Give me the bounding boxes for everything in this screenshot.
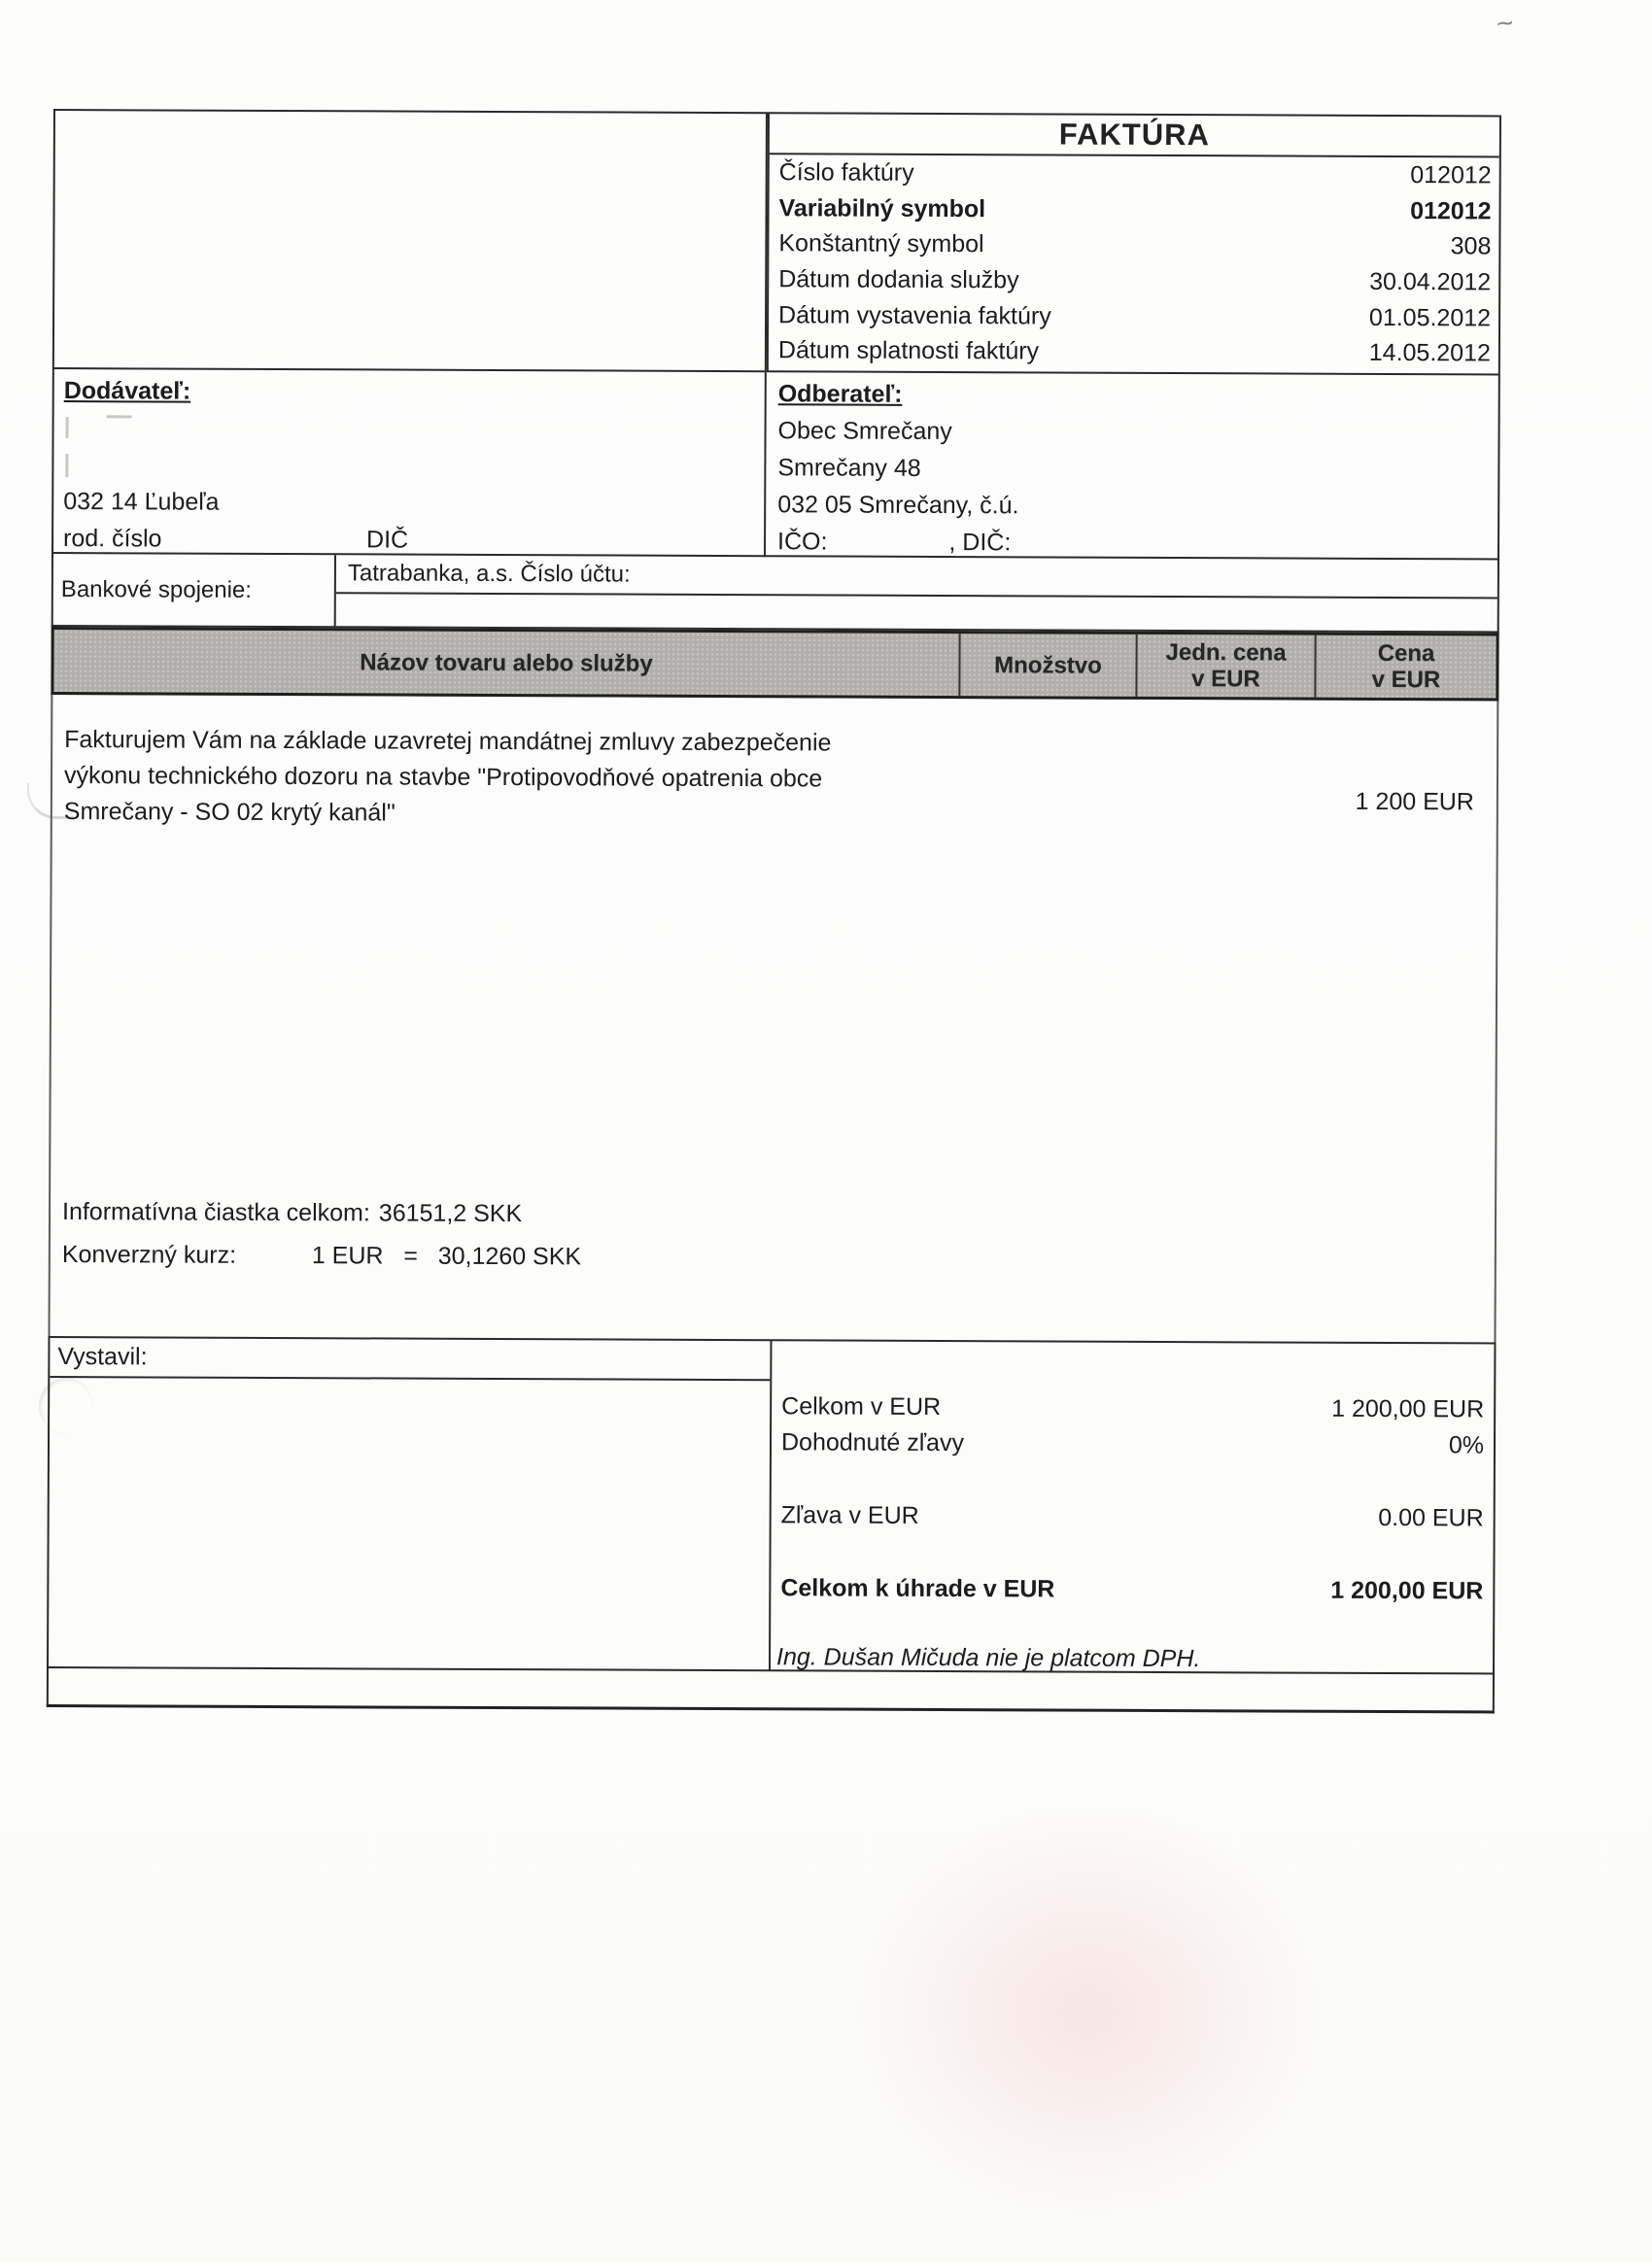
- items-table-header: [51, 627, 1498, 702]
- conversion-rate-label: Konverzný kurz:: [61, 1241, 237, 1269]
- column-header-quantity: Množstvo: [958, 634, 1135, 697]
- total-label: Celkom v EUR: [781, 1392, 942, 1421]
- column-header-unit-price: Jedn. cena v EUR: [1135, 634, 1314, 698]
- customer-dic-label: , DIČ:: [948, 529, 1012, 557]
- item-description: Fakturujem Vám na základe uzavretej mandátnej zmluvy zabezpečenie výkonu technického dozoru na stavbe "Protipovodňové opatrenia obce Smrečany - SO 02 krytý kanál": [63, 726, 832, 827]
- informative-total-line: [62, 1198, 522, 1228]
- redacted-supplier-name: [63, 409, 754, 486]
- header-row-invoice-number: [770, 154, 1499, 193]
- header-value: 14.05.2012: [1368, 339, 1491, 367]
- invoice-document: [47, 109, 1501, 1713]
- header-label: Dátum vystavenia faktúry: [778, 300, 1051, 329]
- issued-by-box: [47, 1336, 772, 1671]
- header-row-delivery-date: [769, 261, 1498, 300]
- bank-connection-label-cell: [52, 554, 336, 628]
- supplier-blank-area: [52, 109, 768, 372]
- invoice-title: FAKTÚRA: [770, 114, 1499, 157]
- item-price: 1 200 EUR: [1355, 787, 1474, 816]
- header-value: 308: [1450, 232, 1492, 260]
- supplier-dic-label: DIČ: [366, 526, 409, 554]
- supplier-city: 032 14 Ľubeľa: [63, 488, 220, 516]
- bottom-empty-strip: [47, 1668, 1495, 1714]
- header-value: 01.05.2012: [1368, 303, 1492, 331]
- total-row: [772, 1498, 1494, 1534]
- customer-name: Obec Smrečany: [777, 417, 952, 446]
- informative-total-value: 36151,2 SKK: [378, 1199, 523, 1228]
- items-table-body: [48, 695, 1498, 1342]
- redacted-text-trace: [65, 454, 68, 477]
- customer-box: [766, 372, 1500, 560]
- scan-artifact-smudge: [855, 1807, 1322, 2215]
- bank-connection-label: Bankové spojenie:: [60, 575, 253, 603]
- rod-cislo-label: rod. číslo: [63, 525, 162, 553]
- total-value: 1 200,00 EUR: [1330, 1576, 1484, 1605]
- total-label: Zľava v EUR: [780, 1501, 919, 1529]
- header-label: Variabilný symbol: [778, 193, 986, 223]
- scan-artifact-corner: ~: [1494, 6, 1516, 42]
- column-header-price: Cena v EUR: [1314, 635, 1496, 699]
- column-header-item-name: Názov tovaru alebo služby: [360, 648, 653, 677]
- header-row-due-date: [769, 333, 1498, 372]
- bank-account-line: Tatrabanka, a.s. Číslo účtu:: [336, 555, 1497, 599]
- header-row-issue-date: [769, 297, 1498, 336]
- totals-box: [771, 1339, 1496, 1674]
- header-label: Číslo faktúry: [778, 158, 914, 187]
- vat-note: Ing. Dušan Mičuda nie je platcom DPH.: [775, 1643, 1201, 1673]
- bank-connection-value-cell: [336, 555, 1499, 633]
- header-label: Dátum dodania služby: [778, 265, 1019, 294]
- redacted-text-trace: [107, 415, 132, 418]
- issued-by-label: Vystavil:: [50, 1338, 770, 1381]
- header-row-constant-symbol: [769, 226, 1498, 265]
- conversion-rate-value: 1 EUR = 30,1260 SKK: [311, 1242, 582, 1271]
- total-row: [772, 1389, 1494, 1425]
- header-value: 012012: [1410, 160, 1492, 189]
- total-row: [772, 1425, 1494, 1461]
- supplier-heading: Dodávateľ:: [63, 377, 191, 405]
- invoice-header-box: [767, 112, 1501, 375]
- total-label: Celkom k úhrade v EUR: [780, 1574, 1055, 1603]
- redacted-text-trace: [66, 417, 69, 438]
- informative-total-label: Informatívna čiastka celkom:: [61, 1198, 370, 1227]
- total-value: 0%: [1448, 1431, 1485, 1459]
- total-value: 0.00 EUR: [1378, 1503, 1484, 1532]
- invoice-header-rows: [769, 154, 1499, 371]
- customer-street: Smrečany 48: [777, 454, 921, 482]
- total-value: 1 200,00 EUR: [1331, 1394, 1485, 1423]
- customer-ico-label: IČO:: [777, 528, 828, 556]
- total-row-amount-due: [771, 1571, 1493, 1607]
- header-value: 012012: [1410, 196, 1492, 224]
- customer-heading: Odberateľ:: [777, 380, 903, 408]
- conversion-rate-line: [62, 1241, 581, 1271]
- header-row-variable-symbol: [769, 190, 1498, 229]
- supplier-box: [52, 369, 767, 557]
- header-label: Konštantný symbol: [778, 229, 984, 258]
- customer-city: 032 05 Smrečany, č.ú.: [777, 491, 1019, 520]
- total-label: Dohodnuté zľavy: [780, 1428, 965, 1457]
- header-label: Dátum splatnosti faktúry: [777, 336, 1040, 365]
- header-value: 30.04.2012: [1369, 267, 1492, 296]
